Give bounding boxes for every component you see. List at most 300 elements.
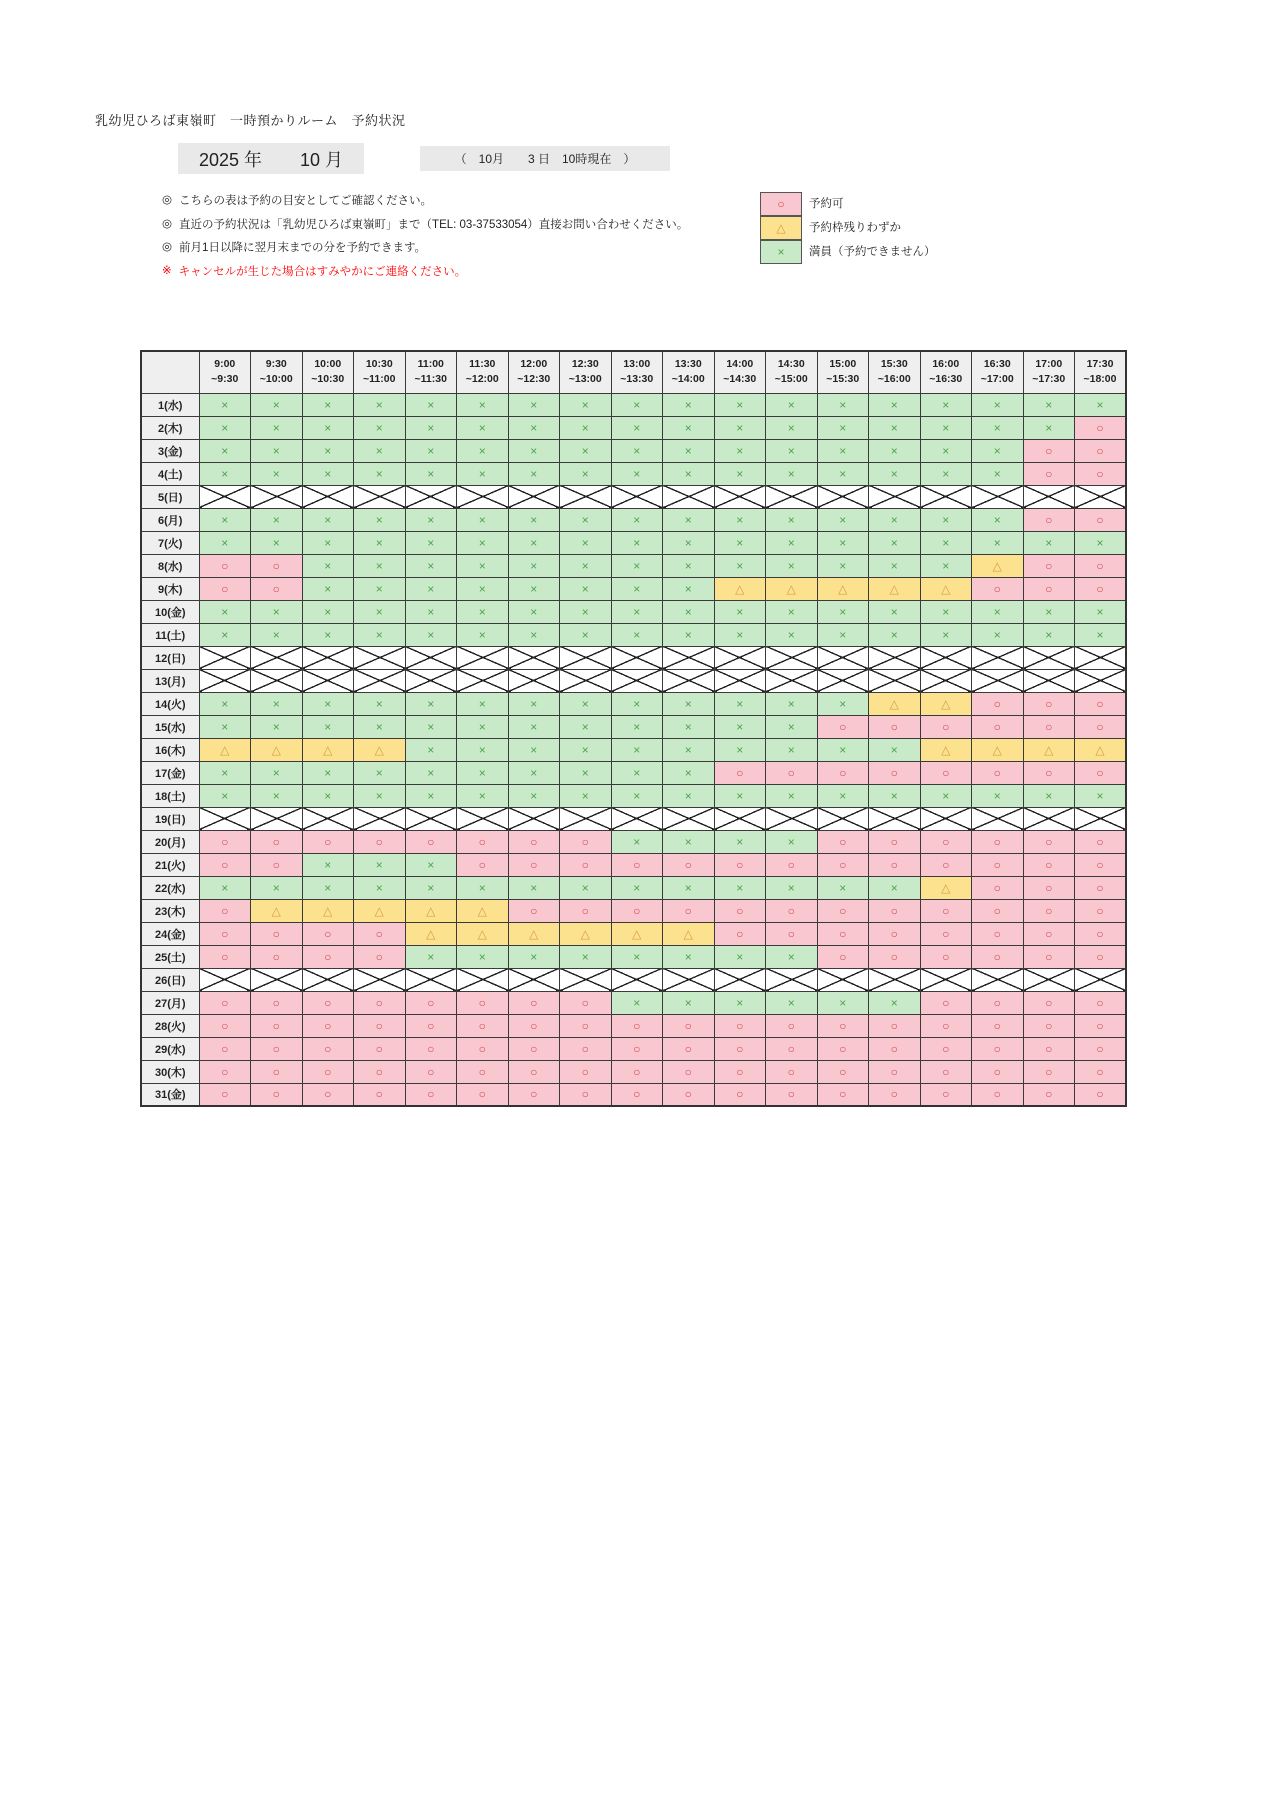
slot-cell: × bbox=[405, 853, 457, 876]
slot-cell: ○ bbox=[817, 715, 869, 738]
slot-cell: × bbox=[199, 761, 251, 784]
slot-cell: × bbox=[508, 784, 560, 807]
slot-cell: × bbox=[611, 462, 663, 485]
slot-cell: × bbox=[714, 554, 766, 577]
slot-cell: △ bbox=[1075, 738, 1127, 761]
slot-cell: × bbox=[457, 508, 509, 531]
closed-cell bbox=[405, 968, 457, 991]
day-row bbox=[141, 761, 1126, 784]
slot-cell: ○ bbox=[1023, 991, 1075, 1014]
day-label: 14(火) bbox=[141, 692, 199, 715]
slot-cell: × bbox=[302, 439, 354, 462]
slot-cell: × bbox=[766, 393, 818, 416]
note-marker: ◎ bbox=[162, 217, 173, 230]
slot-cell: ○ bbox=[972, 876, 1024, 899]
slot-cell: ○ bbox=[560, 899, 612, 922]
slot-cell: ○ bbox=[611, 1014, 663, 1037]
day-row bbox=[141, 577, 1126, 600]
closed-cell bbox=[457, 646, 509, 669]
day-label: 25(土) bbox=[141, 945, 199, 968]
slot-cell: × bbox=[972, 416, 1024, 439]
slot-cell: × bbox=[714, 830, 766, 853]
slot-cell: ○ bbox=[972, 715, 1024, 738]
slot-cell: × bbox=[405, 577, 457, 600]
closed-cell bbox=[405, 485, 457, 508]
slot-cell: ○ bbox=[869, 899, 921, 922]
slot-cell: ○ bbox=[1023, 1060, 1075, 1083]
slot-cell: ○ bbox=[1023, 945, 1075, 968]
slot-cell: × bbox=[972, 784, 1024, 807]
closed-cell bbox=[1075, 485, 1127, 508]
slot-cell: ○ bbox=[611, 1037, 663, 1060]
slot-cell: × bbox=[611, 623, 663, 646]
day-row bbox=[141, 393, 1126, 416]
closed-cell bbox=[199, 485, 251, 508]
slot-cell: × bbox=[920, 439, 972, 462]
slot-cell: × bbox=[611, 554, 663, 577]
slot-cell: × bbox=[817, 554, 869, 577]
closed-cell bbox=[508, 485, 560, 508]
day-row bbox=[141, 1083, 1126, 1106]
slot-cell: ○ bbox=[972, 1037, 1024, 1060]
closed-cell bbox=[920, 646, 972, 669]
note-item bbox=[162, 263, 688, 287]
slot-cell: × bbox=[354, 623, 406, 646]
slot-cell: × bbox=[457, 738, 509, 761]
slot-cell: ○ bbox=[869, 1014, 921, 1037]
slot-cell: ○ bbox=[354, 1037, 406, 1060]
slot-cell: ○ bbox=[302, 1083, 354, 1106]
closed-cell bbox=[766, 968, 818, 991]
slot-cell: ○ bbox=[1023, 1037, 1075, 1060]
closed-cell bbox=[457, 485, 509, 508]
slot-cell: × bbox=[405, 393, 457, 416]
closed-cell bbox=[766, 807, 818, 830]
day-label: 13(月) bbox=[141, 669, 199, 692]
closed-cell bbox=[251, 669, 303, 692]
slot-cell: ○ bbox=[817, 1083, 869, 1106]
slot-cell: × bbox=[251, 439, 303, 462]
slot-cell: × bbox=[611, 416, 663, 439]
slot-cell: ○ bbox=[199, 1014, 251, 1037]
slot-cell: × bbox=[869, 554, 921, 577]
slot-cell: △ bbox=[405, 899, 457, 922]
slot-cell: △ bbox=[920, 692, 972, 715]
closed-cell bbox=[1023, 485, 1075, 508]
year-month-box bbox=[178, 143, 364, 174]
closed-cell bbox=[251, 646, 303, 669]
as-of-box: （ 10月 3 日 10時現在 ） bbox=[420, 146, 670, 171]
closed-cell bbox=[972, 968, 1024, 991]
slot-cell: ○ bbox=[1075, 577, 1127, 600]
slot-cell: ○ bbox=[354, 1083, 406, 1106]
slot-cell: × bbox=[869, 393, 921, 416]
time-slot-header: 10:30 ~11:00 bbox=[354, 351, 406, 393]
slot-cell: × bbox=[354, 416, 406, 439]
slot-cell: ○ bbox=[560, 1014, 612, 1037]
slot-cell: △ bbox=[251, 899, 303, 922]
day-row bbox=[141, 738, 1126, 761]
slot-cell: △ bbox=[405, 922, 457, 945]
closed-cell bbox=[972, 669, 1024, 692]
slot-cell: × bbox=[972, 531, 1024, 554]
slot-cell: × bbox=[714, 692, 766, 715]
slot-cell: ○ bbox=[972, 853, 1024, 876]
time-slot-header: 14:30 ~15:00 bbox=[766, 351, 818, 393]
slot-cell: × bbox=[405, 738, 457, 761]
slot-cell: ○ bbox=[457, 1014, 509, 1037]
slot-cell: × bbox=[611, 577, 663, 600]
slot-cell: ○ bbox=[869, 922, 921, 945]
slot-cell: × bbox=[766, 416, 818, 439]
slot-cell: ○ bbox=[1023, 715, 1075, 738]
slot-cell: × bbox=[611, 531, 663, 554]
slot-cell: × bbox=[663, 784, 715, 807]
time-slot-header: 13:00 ~13:30 bbox=[611, 351, 663, 393]
slot-cell: ○ bbox=[920, 899, 972, 922]
slot-cell: × bbox=[560, 715, 612, 738]
closed-cell bbox=[302, 485, 354, 508]
note-text: こちらの表は予約の目安としてご確認ください。 bbox=[179, 195, 433, 207]
slot-cell: ○ bbox=[1075, 1060, 1127, 1083]
slot-cell: ○ bbox=[354, 830, 406, 853]
slot-cell: × bbox=[663, 830, 715, 853]
slot-cell: ○ bbox=[354, 1014, 406, 1037]
slot-cell: △ bbox=[354, 899, 406, 922]
slot-cell: △ bbox=[354, 738, 406, 761]
slot-cell: ○ bbox=[869, 761, 921, 784]
closed-cell bbox=[560, 968, 612, 991]
closed-cell bbox=[560, 807, 612, 830]
slot-cell: × bbox=[560, 508, 612, 531]
slot-cell: ○ bbox=[1023, 876, 1075, 899]
slot-cell: ○ bbox=[1023, 577, 1075, 600]
slot-cell: ○ bbox=[354, 991, 406, 1014]
closed-cell bbox=[1075, 968, 1127, 991]
slot-cell: △ bbox=[508, 922, 560, 945]
closed-cell bbox=[611, 669, 663, 692]
slot-cell: ○ bbox=[508, 1037, 560, 1060]
slot-cell: × bbox=[920, 600, 972, 623]
notes-list bbox=[162, 192, 688, 286]
slot-cell: × bbox=[560, 416, 612, 439]
slot-cell: ○ bbox=[1023, 462, 1075, 485]
time-slot-header: 17:00 ~17:30 bbox=[1023, 351, 1075, 393]
closed-cell bbox=[1023, 968, 1075, 991]
slot-cell: × bbox=[302, 692, 354, 715]
slot-cell: ○ bbox=[920, 1014, 972, 1037]
slot-cell: × bbox=[354, 692, 406, 715]
day-label: 1(水) bbox=[141, 393, 199, 416]
closed-cell bbox=[817, 968, 869, 991]
day-label: 5(日) bbox=[141, 485, 199, 508]
slot-cell: × bbox=[920, 508, 972, 531]
day-row bbox=[141, 669, 1126, 692]
slot-cell: ○ bbox=[817, 945, 869, 968]
slot-cell: ○ bbox=[1075, 991, 1127, 1014]
slot-cell: × bbox=[508, 416, 560, 439]
slot-cell: △ bbox=[869, 692, 921, 715]
slot-cell: × bbox=[354, 439, 406, 462]
slot-cell: × bbox=[405, 761, 457, 784]
day-row bbox=[141, 508, 1126, 531]
closed-cell bbox=[869, 485, 921, 508]
day-label: 10(金) bbox=[141, 600, 199, 623]
slot-cell: × bbox=[766, 554, 818, 577]
slot-cell: ○ bbox=[766, 1060, 818, 1083]
closed-cell bbox=[457, 669, 509, 692]
slot-cell: × bbox=[405, 531, 457, 554]
slot-cell: × bbox=[199, 416, 251, 439]
closed-cell bbox=[972, 807, 1024, 830]
closed-cell bbox=[972, 485, 1024, 508]
slot-cell: × bbox=[302, 462, 354, 485]
closed-cell bbox=[714, 968, 766, 991]
slot-cell: × bbox=[405, 508, 457, 531]
slot-cell: × bbox=[972, 623, 1024, 646]
closed-cell bbox=[199, 669, 251, 692]
slot-cell: ○ bbox=[972, 1014, 1024, 1037]
slot-cell: × bbox=[199, 508, 251, 531]
slot-cell: ○ bbox=[663, 899, 715, 922]
time-slot-header: 15:00 ~15:30 bbox=[817, 351, 869, 393]
slot-cell: ○ bbox=[1023, 554, 1075, 577]
slot-cell: × bbox=[354, 531, 406, 554]
slot-cell: ○ bbox=[508, 899, 560, 922]
slot-cell: × bbox=[560, 554, 612, 577]
slot-cell: ○ bbox=[199, 554, 251, 577]
slot-cell: ○ bbox=[199, 991, 251, 1014]
slot-cell: × bbox=[663, 692, 715, 715]
slot-cell: × bbox=[714, 439, 766, 462]
slot-cell: × bbox=[302, 416, 354, 439]
slot-cell: × bbox=[972, 439, 1024, 462]
slot-cell: × bbox=[302, 508, 354, 531]
slot-cell: × bbox=[405, 945, 457, 968]
slot-cell: ○ bbox=[405, 1037, 457, 1060]
slot-cell: × bbox=[714, 508, 766, 531]
slot-cell: ○ bbox=[611, 1083, 663, 1106]
slot-cell: ○ bbox=[251, 830, 303, 853]
time-slot-header: 9:30 ~10:00 bbox=[251, 351, 303, 393]
slot-cell: × bbox=[457, 554, 509, 577]
slot-cell: × bbox=[354, 462, 406, 485]
slot-cell: ○ bbox=[199, 1037, 251, 1060]
slot-cell: × bbox=[302, 876, 354, 899]
slot-cell: ○ bbox=[714, 899, 766, 922]
slot-cell: ○ bbox=[251, 1083, 303, 1106]
slot-cell: × bbox=[302, 554, 354, 577]
slot-cell: × bbox=[354, 715, 406, 738]
slot-cell: × bbox=[663, 531, 715, 554]
slot-cell: × bbox=[817, 991, 869, 1014]
slot-cell: ○ bbox=[920, 945, 972, 968]
slot-cell: × bbox=[714, 876, 766, 899]
slot-cell: ○ bbox=[508, 1083, 560, 1106]
slot-cell: × bbox=[1023, 784, 1075, 807]
slot-cell: ○ bbox=[302, 1060, 354, 1083]
slot-cell: × bbox=[508, 554, 560, 577]
slot-cell: ○ bbox=[251, 922, 303, 945]
slot-cell: × bbox=[611, 784, 663, 807]
closed-cell bbox=[457, 968, 509, 991]
slot-cell: ○ bbox=[1023, 830, 1075, 853]
day-row bbox=[141, 554, 1126, 577]
slot-cell: × bbox=[714, 600, 766, 623]
slot-cell: ○ bbox=[714, 1014, 766, 1037]
slot-cell: × bbox=[611, 600, 663, 623]
closed-cell bbox=[817, 669, 869, 692]
closed-cell bbox=[766, 485, 818, 508]
slot-cell: × bbox=[817, 784, 869, 807]
closed-cell bbox=[663, 807, 715, 830]
slot-cell: × bbox=[611, 876, 663, 899]
slot-cell: ○ bbox=[1075, 439, 1127, 462]
slot-cell: ○ bbox=[714, 922, 766, 945]
legend-swatch-o: ○ bbox=[760, 192, 802, 216]
slot-cell: × bbox=[766, 462, 818, 485]
day-row bbox=[141, 899, 1126, 922]
slot-cell: × bbox=[817, 738, 869, 761]
slot-cell: × bbox=[560, 738, 612, 761]
closed-cell bbox=[972, 646, 1024, 669]
note-item bbox=[162, 192, 688, 216]
slot-cell: × bbox=[1075, 531, 1127, 554]
slot-cell: × bbox=[766, 715, 818, 738]
slot-cell: ○ bbox=[457, 991, 509, 1014]
slot-cell: × bbox=[251, 600, 303, 623]
slot-cell: × bbox=[714, 991, 766, 1014]
slot-cell: × bbox=[302, 623, 354, 646]
legend-item bbox=[760, 191, 936, 215]
slot-cell: ○ bbox=[1075, 876, 1127, 899]
slot-cell: × bbox=[663, 462, 715, 485]
slot-cell: ○ bbox=[405, 1014, 457, 1037]
closed-cell bbox=[251, 485, 303, 508]
time-slot-header: 10:00 ~10:30 bbox=[302, 351, 354, 393]
slot-cell: × bbox=[560, 945, 612, 968]
closed-cell bbox=[508, 646, 560, 669]
slot-cell: × bbox=[920, 462, 972, 485]
slot-cell: ○ bbox=[817, 1037, 869, 1060]
day-label: 20(月) bbox=[141, 830, 199, 853]
closed-cell bbox=[302, 646, 354, 669]
slot-cell: × bbox=[714, 462, 766, 485]
slot-cell: ○ bbox=[302, 945, 354, 968]
slot-cell: × bbox=[199, 600, 251, 623]
slot-cell: × bbox=[869, 876, 921, 899]
closed-cell bbox=[817, 485, 869, 508]
slot-cell: × bbox=[920, 416, 972, 439]
slot-cell: ○ bbox=[920, 761, 972, 784]
slot-cell: ○ bbox=[1075, 1037, 1127, 1060]
time-slot-header: 14:00 ~14:30 bbox=[714, 351, 766, 393]
closed-cell bbox=[1075, 807, 1127, 830]
slot-cell: × bbox=[869, 508, 921, 531]
day-row bbox=[141, 922, 1126, 945]
closed-cell bbox=[354, 646, 406, 669]
slot-cell: × bbox=[714, 416, 766, 439]
slot-cell: × bbox=[199, 692, 251, 715]
slot-cell: × bbox=[714, 531, 766, 554]
closed-cell bbox=[405, 646, 457, 669]
slot-cell: ○ bbox=[508, 991, 560, 1014]
slot-cell: ○ bbox=[869, 945, 921, 968]
closed-cell bbox=[354, 485, 406, 508]
slot-cell: × bbox=[817, 393, 869, 416]
closed-cell bbox=[817, 807, 869, 830]
slot-cell: × bbox=[611, 945, 663, 968]
slot-cell: × bbox=[663, 623, 715, 646]
slot-cell: × bbox=[457, 623, 509, 646]
closed-cell bbox=[560, 485, 612, 508]
note-marker: ◎ bbox=[162, 241, 173, 253]
slot-cell: ○ bbox=[920, 922, 972, 945]
slot-cell: × bbox=[1075, 623, 1127, 646]
slot-cell: × bbox=[251, 784, 303, 807]
slot-cell: ○ bbox=[663, 1060, 715, 1083]
slot-cell: × bbox=[199, 876, 251, 899]
slot-cell: ○ bbox=[869, 1083, 921, 1106]
slot-cell: × bbox=[199, 784, 251, 807]
day-row bbox=[141, 485, 1126, 508]
closed-cell bbox=[714, 669, 766, 692]
day-label: 22(水) bbox=[141, 876, 199, 899]
slot-cell: × bbox=[302, 600, 354, 623]
slot-cell: ○ bbox=[1075, 554, 1127, 577]
closed-cell bbox=[1023, 646, 1075, 669]
day-row bbox=[141, 968, 1126, 991]
slot-cell: × bbox=[405, 784, 457, 807]
slot-cell: ○ bbox=[560, 1083, 612, 1106]
slot-cell: △ bbox=[972, 738, 1024, 761]
slot-cell: ○ bbox=[199, 1060, 251, 1083]
slot-cell: × bbox=[199, 462, 251, 485]
slot-cell: △ bbox=[251, 738, 303, 761]
slot-cell: × bbox=[457, 945, 509, 968]
slot-cell: ○ bbox=[354, 922, 406, 945]
slot-cell: ○ bbox=[457, 830, 509, 853]
closed-cell bbox=[920, 485, 972, 508]
slot-cell: × bbox=[560, 876, 612, 899]
slot-cell: ○ bbox=[766, 1037, 818, 1060]
slot-cell: ○ bbox=[972, 1083, 1024, 1106]
slot-cell: × bbox=[611, 830, 663, 853]
slot-cell: × bbox=[817, 600, 869, 623]
slot-cell: ○ bbox=[199, 922, 251, 945]
note-item bbox=[162, 239, 688, 263]
slot-cell: × bbox=[869, 416, 921, 439]
slot-cell: × bbox=[354, 853, 406, 876]
slot-cell: ○ bbox=[508, 1014, 560, 1037]
slot-cell: ○ bbox=[457, 1060, 509, 1083]
note-item bbox=[162, 216, 688, 240]
slot-cell: ○ bbox=[920, 1037, 972, 1060]
legend-label: 予約可 bbox=[809, 198, 844, 210]
slot-cell: ○ bbox=[354, 945, 406, 968]
slot-cell: × bbox=[508, 577, 560, 600]
slot-cell: ○ bbox=[1075, 1083, 1127, 1106]
slot-cell: ○ bbox=[302, 830, 354, 853]
slot-cell: ○ bbox=[663, 1083, 715, 1106]
day-row bbox=[141, 531, 1126, 554]
slot-cell: × bbox=[972, 462, 1024, 485]
slot-cell: ○ bbox=[766, 899, 818, 922]
closed-cell bbox=[714, 807, 766, 830]
time-slot-header: 11:30 ~12:00 bbox=[457, 351, 509, 393]
closed-cell bbox=[199, 968, 251, 991]
slot-cell: △ bbox=[302, 738, 354, 761]
